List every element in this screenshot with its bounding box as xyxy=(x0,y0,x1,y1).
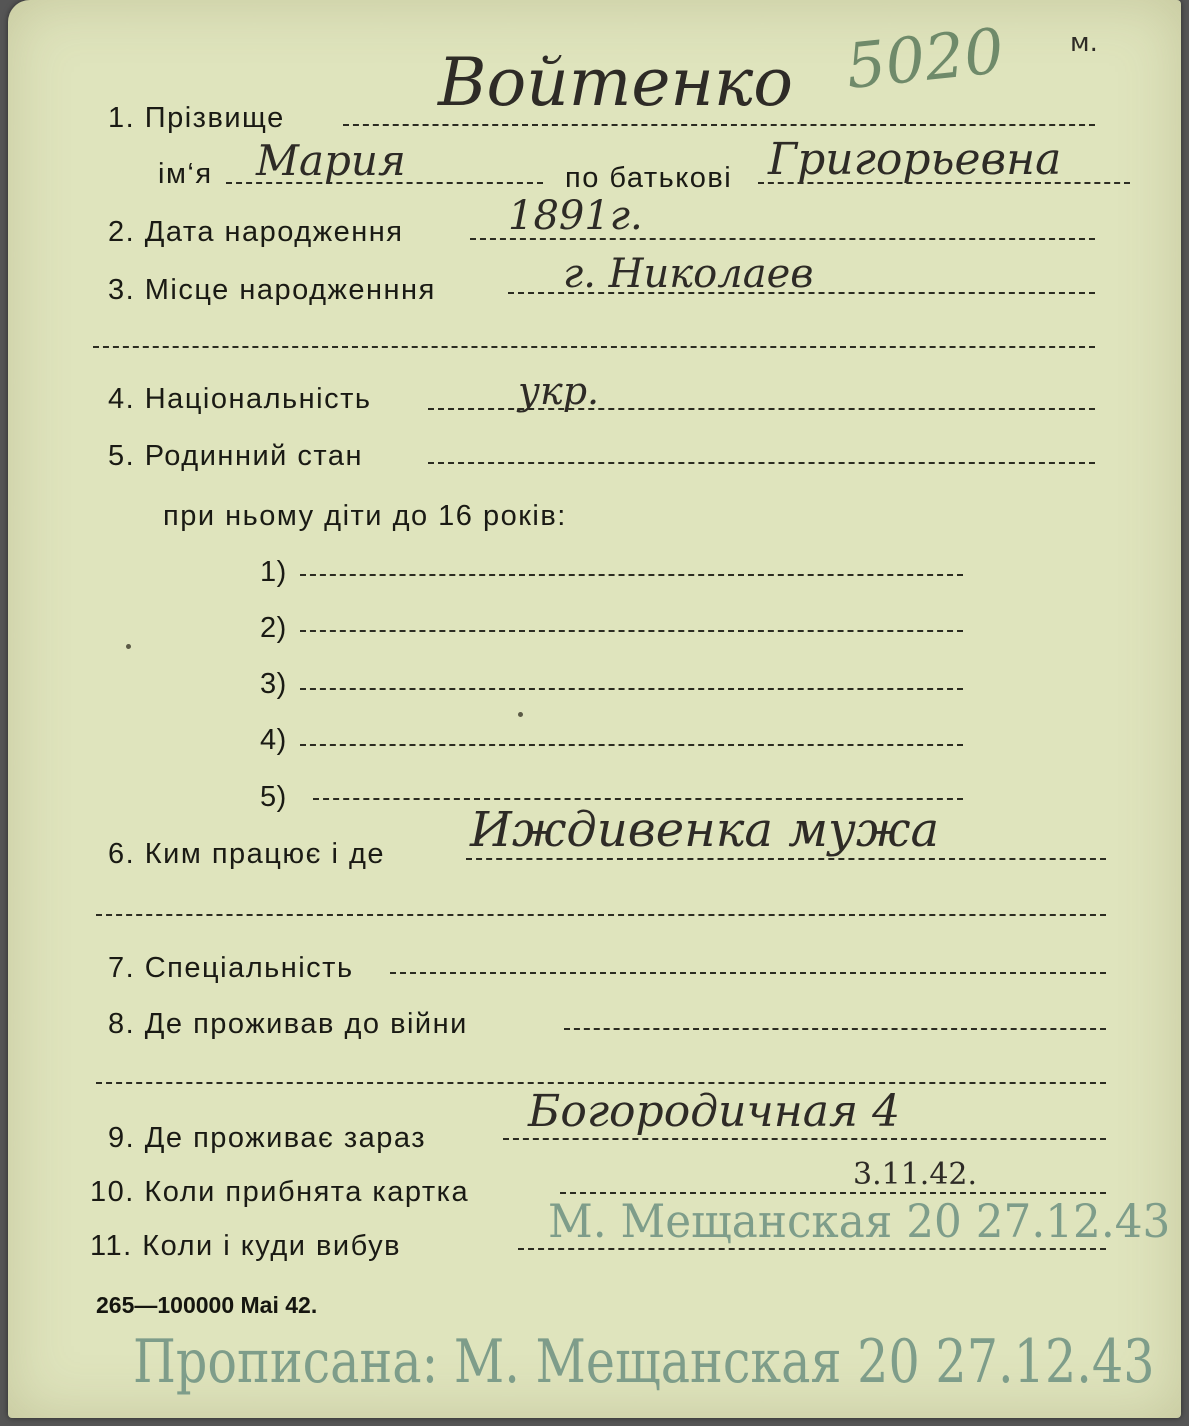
field-departure-value: М. Мещанская 20 27.12.43 xyxy=(548,1194,1171,1248)
field-current-address-line[interactable] xyxy=(503,1138,1106,1140)
field-birth-place-label: 3. Місце народженння xyxy=(108,274,436,306)
card-number: 5020 xyxy=(842,13,1008,104)
field-work-line-2[interactable] xyxy=(96,914,1106,916)
child-4-label: 4) xyxy=(260,724,287,756)
stray-mark xyxy=(126,644,131,649)
registration-card xyxy=(8,0,1181,1418)
field-work-label: 6. Ким працює і де xyxy=(108,838,386,870)
field-prewar-address-line-2[interactable] xyxy=(96,1082,1106,1084)
field-birth-place-line-2[interactable] xyxy=(93,346,1095,348)
field-specialty-line[interactable] xyxy=(390,972,1106,974)
field-nationality-label: 4. Національність xyxy=(108,383,372,415)
child-1-label: 1) xyxy=(260,556,287,588)
field-marital-label: 5. Родинний стан xyxy=(108,440,364,472)
field-card-date-value: 3.11.42. xyxy=(853,1157,978,1192)
field-children-label: при ньому діти до 16 років: xyxy=(163,500,567,532)
field-card-date-label: 10. Коли прибнята картка xyxy=(90,1176,470,1208)
field-current-address-label: 9. Де проживає зараз xyxy=(108,1122,427,1154)
child-1-line[interactable] xyxy=(300,574,963,576)
field-work-value: Иждивенка мужа xyxy=(470,802,940,858)
field-patronymic-value: Григорьевна xyxy=(768,134,1062,185)
field-current-address-value: Богородичная 4 xyxy=(528,1086,901,1137)
child-2-label: 2) xyxy=(260,612,287,644)
print-code: 265—100000 Mai 42. xyxy=(96,1292,318,1318)
field-nationality-value: укр. xyxy=(518,369,600,413)
field-birth-date-label: 2. Дата народження xyxy=(108,216,404,248)
child-5-label: 5) xyxy=(260,781,287,813)
field-birth-place-value: г. Николаев xyxy=(563,251,814,297)
field-name-value: Мария xyxy=(256,136,406,185)
field-prewar-address-line[interactable] xyxy=(564,1028,1106,1030)
field-marital-line[interactable] xyxy=(428,462,1095,464)
field-departure-label: 11. Коли і куди вибув xyxy=(90,1230,401,1262)
child-3-line[interactable] xyxy=(300,688,963,690)
registration-note: Прописана: М. Мещанская 20 27.12.43 xyxy=(133,1327,1155,1397)
child-3-label: 3) xyxy=(260,668,287,700)
field-work-line[interactable] xyxy=(466,858,1106,860)
stray-mark xyxy=(518,712,523,717)
field-specialty-label: 7. Спеціальність xyxy=(108,952,354,984)
field-patronymic-label: по батькові xyxy=(565,162,733,194)
child-2-line[interactable] xyxy=(300,630,963,632)
field-surname-label: 1. Прізвище xyxy=(108,102,285,134)
child-4-line[interactable] xyxy=(300,744,963,746)
field-birth-date-value: 1891г. xyxy=(508,193,643,239)
field-name-label: ім‘я xyxy=(158,158,213,190)
field-prewar-address-label: 8. Де проживав до війни xyxy=(108,1008,468,1040)
field-surname-line[interactable] xyxy=(343,124,1095,126)
child-5-line[interactable] xyxy=(313,798,963,800)
card-number-suffix: м. xyxy=(1070,28,1098,58)
field-departure-line[interactable] xyxy=(518,1248,1106,1250)
field-surname-value: Войтенко xyxy=(438,44,794,121)
